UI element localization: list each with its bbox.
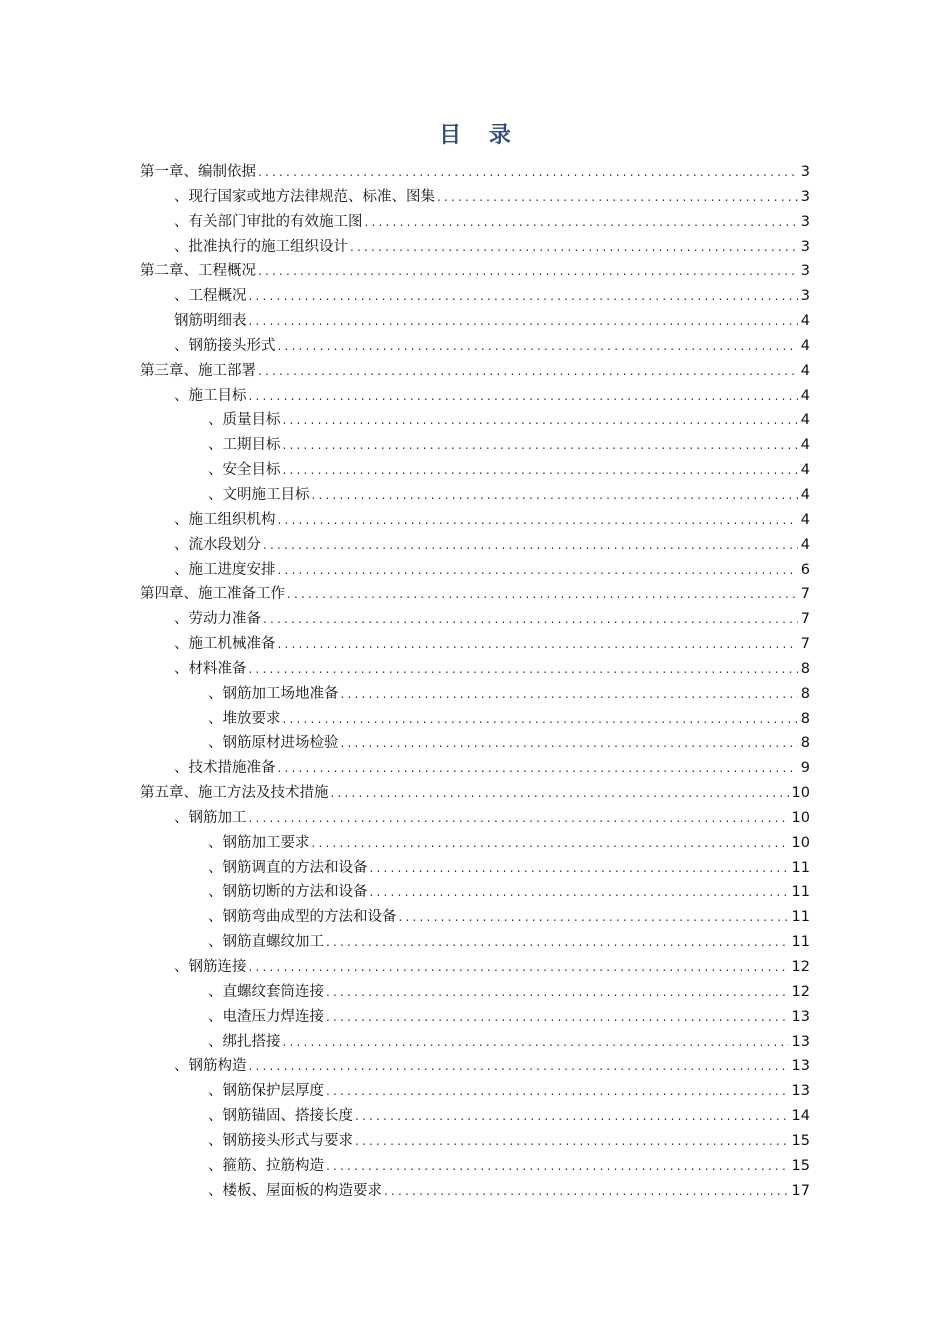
toc-entry[interactable] bbox=[140, 1129, 810, 1154]
toc-entry[interactable] bbox=[140, 756, 810, 781]
toc-entry-page-number: 7 bbox=[800, 611, 810, 628]
toc-entry-text: 第一章、编制依据 bbox=[140, 164, 256, 180]
toc-entry-text: 、钢筋保护层厚度 bbox=[208, 1083, 324, 1100]
toc-entry[interactable] bbox=[140, 384, 810, 409]
toc-entry-page-number: 8 bbox=[800, 735, 810, 752]
toc-dot-leader bbox=[249, 955, 789, 980]
toc-entry-text: 、绑扎搭接 bbox=[208, 1033, 281, 1050]
toc-entry[interactable] bbox=[140, 1030, 810, 1055]
toc-entry-text: 、钢筋接头形式 bbox=[174, 337, 276, 354]
toc-entry-page-number: 13 bbox=[791, 1058, 810, 1075]
toc-dot-leader bbox=[355, 1129, 789, 1154]
toc-entry-page-number: 11 bbox=[791, 859, 810, 876]
toc-entry-text: 、钢筋连接 bbox=[174, 959, 247, 975]
toc-dot-leader bbox=[283, 1030, 789, 1055]
toc-entry[interactable] bbox=[140, 235, 810, 260]
toc-entry-page-number: 8 bbox=[800, 685, 810, 702]
toc-entry-page-number: 4 bbox=[800, 462, 810, 479]
toc-dot-leader bbox=[249, 657, 798, 682]
toc-entry-page-number: 11 bbox=[791, 909, 810, 926]
toc-entry[interactable] bbox=[140, 856, 810, 881]
toc-entry-page-number: 3 bbox=[800, 188, 810, 205]
toc-entry-text: 、施工目标 bbox=[174, 387, 247, 404]
toc-entry-text: 、钢筋加工场地准备 bbox=[208, 685, 339, 702]
toc-entry-text: 第四章、施工准备工作 bbox=[140, 586, 285, 603]
toc-dot-leader bbox=[278, 756, 798, 781]
toc-entry-page-number: 3 bbox=[800, 164, 810, 180]
toc-dot-leader bbox=[283, 707, 798, 732]
toc-entry-text: 、钢筋调直的方法和设备 bbox=[208, 859, 368, 876]
toc-entry-text: 、劳动力准备 bbox=[174, 611, 261, 628]
toc-entry-text: 、工程概况 bbox=[174, 288, 247, 305]
toc-entry-text: 、钢筋加工要求 bbox=[208, 834, 310, 851]
toc-entry[interactable] bbox=[140, 558, 810, 583]
toc-dot-leader bbox=[370, 880, 789, 905]
toc-entry-text: 、钢筋接头形式与要求 bbox=[208, 1132, 353, 1149]
toc-dot-leader bbox=[258, 359, 798, 384]
toc-dot-leader bbox=[312, 831, 789, 856]
toc-entry-text: 、现行国家或地方法律规范、标准、图集 bbox=[174, 188, 435, 205]
toc-entry[interactable] bbox=[140, 1005, 810, 1030]
toc-dot-leader bbox=[326, 1154, 789, 1179]
toc-entry-page-number: 4 bbox=[800, 511, 810, 528]
toc-dot-leader bbox=[283, 433, 798, 458]
toc-dot-leader bbox=[399, 905, 789, 930]
toc-entry-page-number: 15 bbox=[791, 1132, 810, 1149]
toc-entry-page-number: 12 bbox=[791, 983, 810, 1000]
toc-entry[interactable] bbox=[140, 160, 810, 185]
toc-entry-page-number: 8 bbox=[800, 660, 810, 677]
toc-dot-leader bbox=[249, 384, 798, 409]
toc-entry[interactable] bbox=[140, 1054, 810, 1079]
toc-entry-page-number: 4 bbox=[800, 412, 810, 429]
toc-entry-page-number: 4 bbox=[800, 337, 810, 354]
toc-dot-leader bbox=[258, 259, 798, 284]
toc-entry-page-number: 3 bbox=[800, 213, 810, 230]
toc-dot-leader bbox=[249, 806, 789, 831]
toc-dot-leader bbox=[249, 1054, 789, 1079]
toc-entry-page-number: 7 bbox=[800, 636, 810, 653]
toc-entry[interactable] bbox=[140, 905, 810, 930]
toc-entry-page-number: 9 bbox=[800, 760, 810, 777]
toc-entry[interactable] bbox=[140, 781, 810, 806]
toc-entry-text: 、文明施工目标 bbox=[208, 486, 310, 503]
toc-dot-leader bbox=[278, 632, 798, 657]
toc-entry[interactable] bbox=[140, 309, 810, 334]
toc-entry[interactable] bbox=[140, 1154, 810, 1179]
toc-entry[interactable] bbox=[140, 334, 810, 359]
toc-entry-text: 、箍筋、拉筋构造 bbox=[208, 1157, 324, 1174]
toc-dot-leader bbox=[258, 160, 798, 185]
toc-entry-text: 、钢筋弯曲成型的方法和设备 bbox=[208, 909, 397, 926]
toc-entry-text: 、钢筋原材进场检验 bbox=[208, 735, 339, 752]
toc-entry[interactable] bbox=[140, 930, 810, 955]
toc-title: 目 录 bbox=[439, 123, 521, 148]
toc-entry-page-number: 13 bbox=[791, 1033, 810, 1050]
toc-entry[interactable] bbox=[140, 657, 810, 682]
toc-dot-leader bbox=[326, 1005, 789, 1030]
toc-entry[interactable] bbox=[140, 508, 810, 533]
toc-entry[interactable] bbox=[140, 433, 810, 458]
toc-entry[interactable] bbox=[140, 458, 810, 483]
toc-entry[interactable] bbox=[140, 259, 810, 284]
toc-dot-leader bbox=[355, 1104, 789, 1129]
toc-dot-leader bbox=[326, 930, 789, 955]
toc-entry-page-number: 11 bbox=[791, 884, 810, 901]
toc-dot-leader bbox=[341, 682, 798, 707]
toc-dot-leader bbox=[283, 408, 798, 433]
toc-entry-page-number: 10 bbox=[791, 834, 810, 851]
toc-dot-leader bbox=[249, 309, 798, 334]
toc-entry-page-number: 8 bbox=[800, 710, 810, 727]
toc-entry[interactable] bbox=[140, 682, 810, 707]
toc-entry-text: 、施工进度安排 bbox=[174, 561, 276, 578]
toc-dot-leader bbox=[312, 483, 798, 508]
toc-entry-text: 、钢筋直螺纹加工 bbox=[208, 934, 324, 951]
toc-entry-text: 第五章、施工方法及技术措施 bbox=[140, 785, 329, 802]
toc-entry-page-number: 4 bbox=[800, 486, 810, 503]
toc-entry-page-number: 4 bbox=[800, 437, 810, 454]
toc-dot-leader bbox=[331, 781, 789, 806]
toc-entry-page-number: 3 bbox=[800, 263, 810, 280]
toc-dot-leader bbox=[384, 1179, 789, 1204]
toc-entry-page-number: 3 bbox=[800, 238, 810, 255]
toc-entry-text: 、质量目标 bbox=[208, 412, 281, 429]
toc-entry-text: 第三章、施工部署 bbox=[140, 362, 256, 379]
toc-entry[interactable] bbox=[140, 284, 810, 309]
toc-dot-leader bbox=[370, 856, 789, 881]
toc-dot-leader bbox=[263, 607, 798, 632]
toc-entry-page-number: 4 bbox=[800, 387, 810, 404]
toc-entry-text: 、钢筋切断的方法和设备 bbox=[208, 884, 368, 901]
toc-entry-text: 、施工组织机构 bbox=[174, 511, 276, 528]
toc-entry[interactable] bbox=[140, 980, 810, 1005]
toc-dot-leader bbox=[341, 731, 798, 756]
toc-entry[interactable] bbox=[140, 1104, 810, 1129]
toc-entry-page-number: 7 bbox=[800, 586, 810, 603]
toc-entry-text: 、电渣压力焊连接 bbox=[208, 1008, 324, 1025]
toc-entry-text: 、钢筋加工 bbox=[174, 809, 247, 826]
toc-list bbox=[140, 160, 810, 1203]
toc-entry-page-number: 4 bbox=[800, 313, 810, 330]
toc-entry-text: 、堆放要求 bbox=[208, 710, 281, 727]
toc-entry-page-number: 12 bbox=[791, 959, 810, 975]
toc-dot-leader bbox=[350, 235, 798, 260]
toc-entry-text: 、直螺纹套筒连接 bbox=[208, 983, 324, 1000]
toc-entry[interactable] bbox=[140, 408, 810, 433]
toc-entry-text: 、技术措施准备 bbox=[174, 760, 276, 777]
toc-dot-leader bbox=[278, 334, 798, 359]
toc-entry-text: 、钢筋锚固、搭接长度 bbox=[208, 1108, 353, 1125]
toc-entry-page-number: 10 bbox=[791, 809, 810, 826]
toc-entry-text: 、工期目标 bbox=[208, 437, 281, 454]
toc-dot-leader bbox=[278, 508, 798, 533]
toc-entry-page-number: 11 bbox=[791, 934, 810, 951]
toc-dot-leader bbox=[287, 582, 798, 607]
toc-entry-text: 、材料准备 bbox=[174, 660, 247, 677]
toc-entry-text: 、楼板、屋面板的构造要求 bbox=[208, 1182, 382, 1199]
toc-entry-page-number: 3 bbox=[800, 288, 810, 305]
toc-dot-leader bbox=[283, 458, 798, 483]
toc-entry-text: 钢筋明细表 bbox=[174, 313, 247, 330]
toc-entry-page-number: 17 bbox=[791, 1182, 810, 1199]
toc-dot-leader bbox=[249, 284, 798, 309]
toc-dot-leader bbox=[278, 558, 798, 583]
toc-entry-page-number: 4 bbox=[800, 536, 810, 553]
toc-entry[interactable] bbox=[140, 607, 810, 632]
toc-entry[interactable] bbox=[140, 731, 810, 756]
toc-entry[interactable] bbox=[140, 831, 810, 856]
toc-entry[interactable] bbox=[140, 955, 810, 980]
toc-entry[interactable] bbox=[140, 483, 810, 508]
toc-entry[interactable] bbox=[140, 806, 810, 831]
toc-dot-leader bbox=[326, 980, 789, 1005]
toc-entry-text: 第二章、工程概况 bbox=[140, 263, 256, 280]
toc-entry[interactable] bbox=[140, 1079, 810, 1104]
toc-entry-text: 、流水段划分 bbox=[174, 536, 261, 553]
toc-entry-page-number: 10 bbox=[791, 785, 810, 802]
toc-entry-text: 、安全目标 bbox=[208, 462, 281, 479]
toc-dot-leader bbox=[365, 210, 798, 235]
toc-entry-text: 、有关部门审批的有效施工图 bbox=[174, 213, 363, 230]
toc-entry[interactable] bbox=[140, 582, 810, 607]
toc-entry[interactable] bbox=[140, 880, 810, 905]
toc-entry-page-number: 15 bbox=[791, 1157, 810, 1174]
toc-entry[interactable] bbox=[140, 632, 810, 657]
toc-entry[interactable] bbox=[140, 185, 810, 210]
toc-entry-text: 、批准执行的施工组织设计 bbox=[174, 238, 348, 255]
toc-entry-text: 、施工机械准备 bbox=[174, 636, 276, 653]
toc-entry-page-number: 13 bbox=[791, 1083, 810, 1100]
toc-dot-leader bbox=[437, 185, 798, 210]
toc-entry-page-number: 6 bbox=[800, 561, 810, 578]
toc-dot-leader bbox=[326, 1079, 789, 1104]
toc-entry-page-number: 13 bbox=[791, 1008, 810, 1025]
toc-entry[interactable] bbox=[140, 1179, 810, 1204]
toc-entry-text: 、钢筋构造 bbox=[174, 1058, 247, 1075]
toc-entry[interactable] bbox=[140, 533, 810, 558]
toc-entry[interactable] bbox=[140, 210, 810, 235]
toc-entry[interactable] bbox=[140, 359, 810, 384]
toc-dot-leader bbox=[263, 533, 798, 558]
toc-entry-page-number: 4 bbox=[800, 362, 810, 379]
toc-entry-page-number: 14 bbox=[791, 1108, 810, 1125]
toc-entry[interactable] bbox=[140, 707, 810, 732]
